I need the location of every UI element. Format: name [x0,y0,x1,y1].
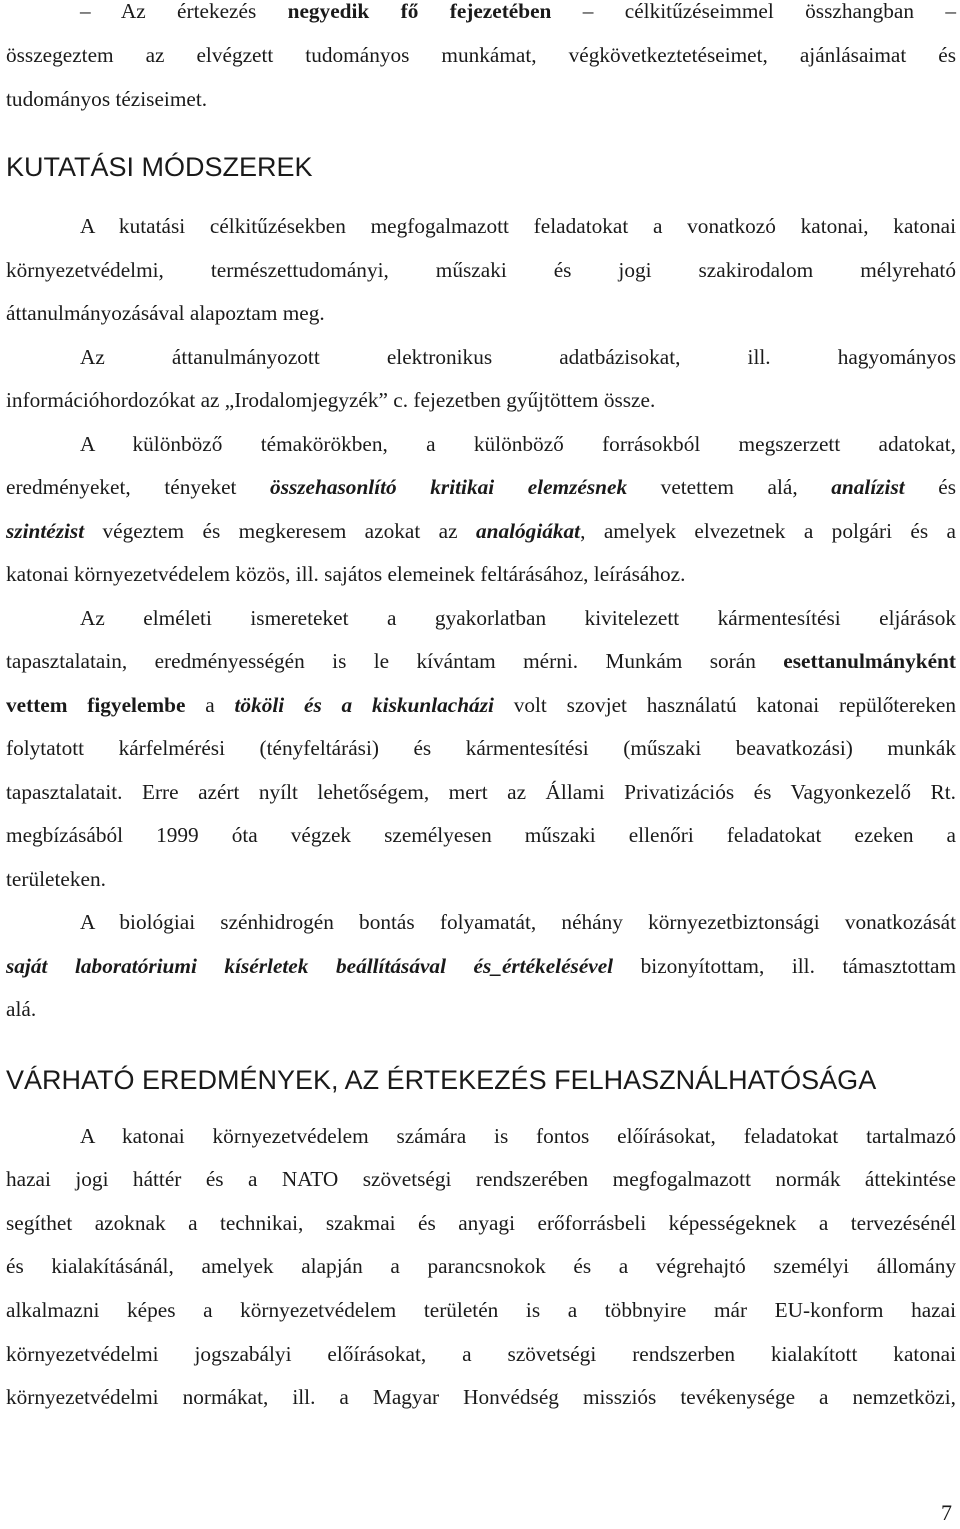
text-run: vetettem alá, [627,475,832,499]
paragraph-line: alá. [6,997,37,1021]
text-run: és [904,475,956,499]
paragraph-line [6,472,956,502]
text-run: végeztem és megkeresem azokat az [84,519,476,543]
paragraph-line [6,516,956,546]
paragraph-line: segíthet azoknak a technikai, szakmai és anyagi erőforrásbeli képességeknek a tervezésénél [6,1211,956,1235]
text-run: tapasztalatain, eredményességén is le kívántam mérni. Munkám során [6,649,784,673]
paragraph-line [6,951,956,981]
paragraph-line: Az áttanulmányozott elektronikus adatbázisokat, ill. hagyományos [80,345,956,369]
paragraph-line: A katonai környezetvédelem számára is fontos előírásokat, feladatokat tartalmazó [80,1124,956,1148]
paragraph-line: A kutatási célkitűzésekben megfogalmazott feladatokat a vonatkozó katonai, katonai [80,214,956,238]
paragraph-line [6,690,956,720]
paragraph-line: hazai jogi háttér és a NATO szövetségi rendszerében megfogalmazott normák áttekintése [6,1167,956,1191]
text-run: – Az értekezés [80,0,288,23]
intro-line-1 [6,0,956,26]
text-run: eredményeket, tényeket [6,475,271,499]
bold-italic-run: analógiákat [475,519,581,543]
paragraph-line: információhordozókat az „Irodalomjegyzék” c. fejezetben gyűjtöttem össze. [6,388,656,412]
paragraph-line: folytatott kárfelmérési (tényfeltárási) és kármentesítési (műszaki beavatkozási) munkák [6,736,956,760]
intro-line-3: tudományos téziseimet. [6,87,208,111]
bold-italic-run: tököli és a kiskunlacházi [234,693,494,717]
paragraph-line: területeken. [6,867,106,891]
paragraph-line [6,646,956,676]
text-run: – célkitűzéseimmel összhangban – [551,0,956,23]
paragraph-line: Az elméleti ismereteket a gyakorlatban kivitelezett kármentesítési eljárások [80,606,956,630]
paragraph-line: A biológiai szénhidrogén bontás folyamatát, néhány környezetbiztonsági vonatkozását [80,910,956,934]
text-run: a [185,693,235,717]
paragraph-line: katonai környezetvédelem közös, ill. sajátos elemeinek feltárásához, leírásához. [6,562,686,586]
bold-run: esettanulmányként [783,649,956,673]
text-run: bizonyítottam, ill. támasztottam [613,954,957,978]
paragraph-line: környezetvédelmi normákat, ill. a Magyar Honvédség missziós tevékenysége a nemzetközi, [6,1385,956,1409]
paragraph-line: alkalmazni képes a környezetvédelem területén is a többnyire már EU-konform hazai [6,1298,956,1322]
paragraph-line: környezetvédelmi, természettudományi, műszaki és jogi szakirodalom mélyreható [6,258,956,282]
section-heading-results: VÁRHATÓ EREDMÉNYEK, AZ ÉRTEKEZÉS FELHASZNÁLHATÓSÁGA [6,1065,877,1095]
paragraph-line: környezetvédelmi jogszabályi előírásokat, a szövetségi rendszerben kialakított katonai [6,1342,956,1366]
paragraph-line: tapasztalatait. Erre azért nyílt lehetőségem, mert az Állami Privatizációs és Vagyonkezelő Rt. [6,780,956,804]
bold-run: negyedik fő fejezetében [287,0,552,23]
bold-italic-run: _értékelésével [491,954,614,978]
text-run: volt szovjet használatú katonai repülőtereken [493,693,957,717]
bold-italic-run: analízist [831,475,905,499]
paragraph-line: és kialakításánál, amelyek alapján a parancsnokok és a végrehajtó személyi állomány [6,1254,956,1278]
bold-italic-run: saját laboratóriumi kísérletek beállításával és [6,954,492,978]
paragraph-line: A különböző témakörökben, a különböző forrásokból megszerzett adatokat, [80,432,956,456]
bold-run: vettem figyelembe [6,693,186,717]
page-number: 7 [941,1500,952,1525]
text-run: , amelyek elvezetnek a polgári és a [580,519,956,543]
bold-italic-run: szintézist [6,519,85,543]
section-heading-methods: KUTATÁSI MÓDSZEREK [6,152,313,182]
intro-line-2: összegeztem az elvégzett tudományos munkámat, végkövetkeztetéseimet, ajánlásaimat és [6,43,956,67]
paragraph-line: áttanulmányozásával alapoztam meg. [6,301,325,325]
paragraph-line: megbízásából 1999 óta végzek személyesen műszaki ellenőri feladatokat ezeken a [6,823,956,847]
bold-italic-run: összehasonlító kritikai elemzésnek [270,475,628,499]
